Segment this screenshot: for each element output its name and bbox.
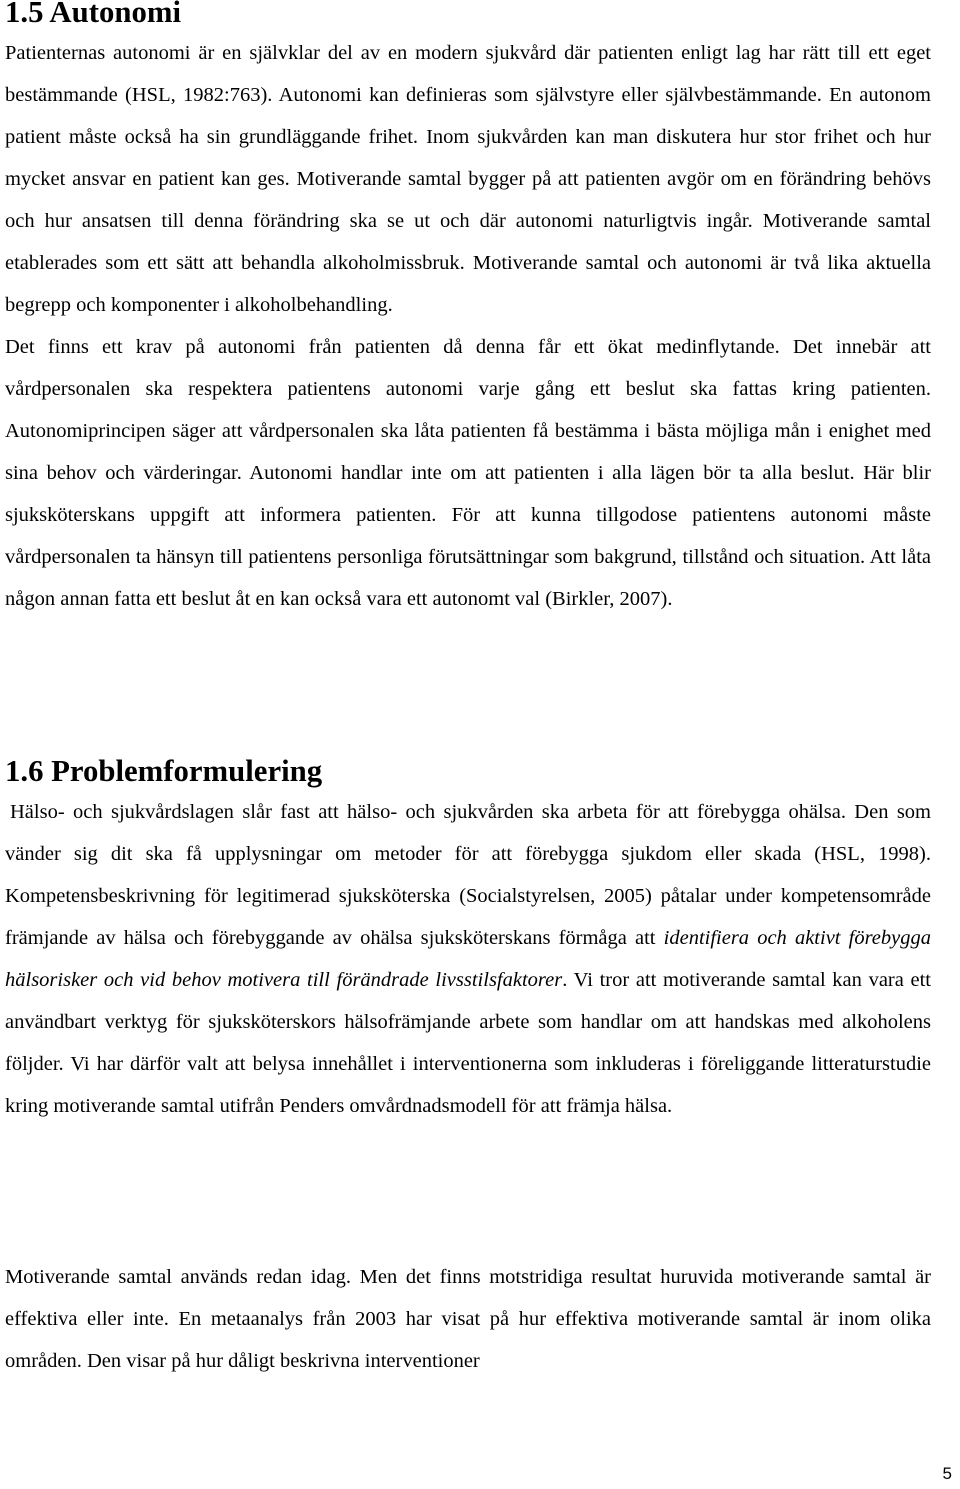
paragraph-problemformulering-emphasis: identifiera och aktivt förebygga hälsorisker och vid behov motivera till förändrade livsstilsfaktorer — [5, 927, 931, 991]
paragraph-motiverande-samtal: Motiverande samtal används redan idag. Men det finns motstridiga resultat huruvida motiverande samtal är effektiva eller inte. En metaanalys från 2003 har visat på hur effektiva motiverande samtal är inom olika områden. Den visar på hur dåligt beskrivna interventioner — [5, 1266, 931, 1372]
paragraph-problemformulering-part1: Hälso- och sjukvårdslagen slår fast att hälso- och sjukvården ska arbeta för att förebygga ohälsa. Den som vänder sig dit ska få upplysningar om metoder för att förebygga sjukdom eller skada (HSL, 1998). Kompetensbeskrivning för legitimerad sjuksköterska (Socialstyrelsen, 2005) påtalar under kompetensområde främjande av hälsa och förebyggande av ohälsa sjuksköterskans förmåga att — [5, 801, 931, 949]
section-heading-problemformulering: 1.6 Problemformulering — [5, 754, 323, 788]
page-number: 5 — [942, 1464, 952, 1483]
section-heading-autonomi: 1.5 Autonomi — [5, 0, 181, 29]
paragraph-problemformulering-part2: . Vi tror att motiverande samtal kan vara ett användbart verktyg för sjuksköterskors hälsofrämjande arbete som handlar om att handskas med alkoholens följder. Vi har därför valt att belysa innehållet i interventionerna som inkluderas i föreliggande litteraturstudie kring motiverande samtal utifrån Penders omvårdnadsmodell för att främja hälsa. — [5, 969, 931, 1117]
paragraph-autonomi-part1: Patienternas autonomi är en självklar del av en modern sjukvård där patienten enligt lag har rätt till ett eget bestämmande (HSL, 1982:763). Autonomi kan definieras som självstyre eller självbestämmande. En autonom patient måste också ha sin grundläggande frihet. Inom sjukvården kan man diskutera hur stor frihet och hur mycket ansvar en patient kan ges. Motiverande samtal bygger på att patienten avgör om en förändring behövs och hur ansatsen till denna förändring ska se ut och där autonomi naturligtvis ingår. Motiverande samtal etablerades som ett sätt att behandla alkoholmissbruk. Motiverande samtal och autonomi är två lika aktuella begrepp och komponenter i alkoholbehandling. — [5, 42, 931, 316]
paragraph-autonomi — [5, 32, 931, 620]
paragraph-problemformulering — [5, 791, 931, 1127]
paragraph-autonomi-part2: Det finns ett krav på autonomi från patienten då denna får ett ökat medinflytande. Det innebär att vårdpersonalen ska respektera patientens autonomi varje gång ett beslut ska fattas kring patienten. Autonomiprincipen säger att vårdpersonalen ska låta patienten få bestämma i bästa möjliga mån i enighet med sina behov och värderingar. Autonomi handlar inte om att patienten i alla lägen bör ta alla beslut. Här blir sjuksköterskans uppgift att informera patienten. För att kunna tillgodose patientens autonomi måste vårdpersonalen ta hänsyn till patientens personliga förutsättningar som bakgrund, tillstånd och situation. Att låta någon annan fatta ett beslut åt en kan också vara ett autonomt val (Birkler, 2007). — [5, 336, 931, 610]
